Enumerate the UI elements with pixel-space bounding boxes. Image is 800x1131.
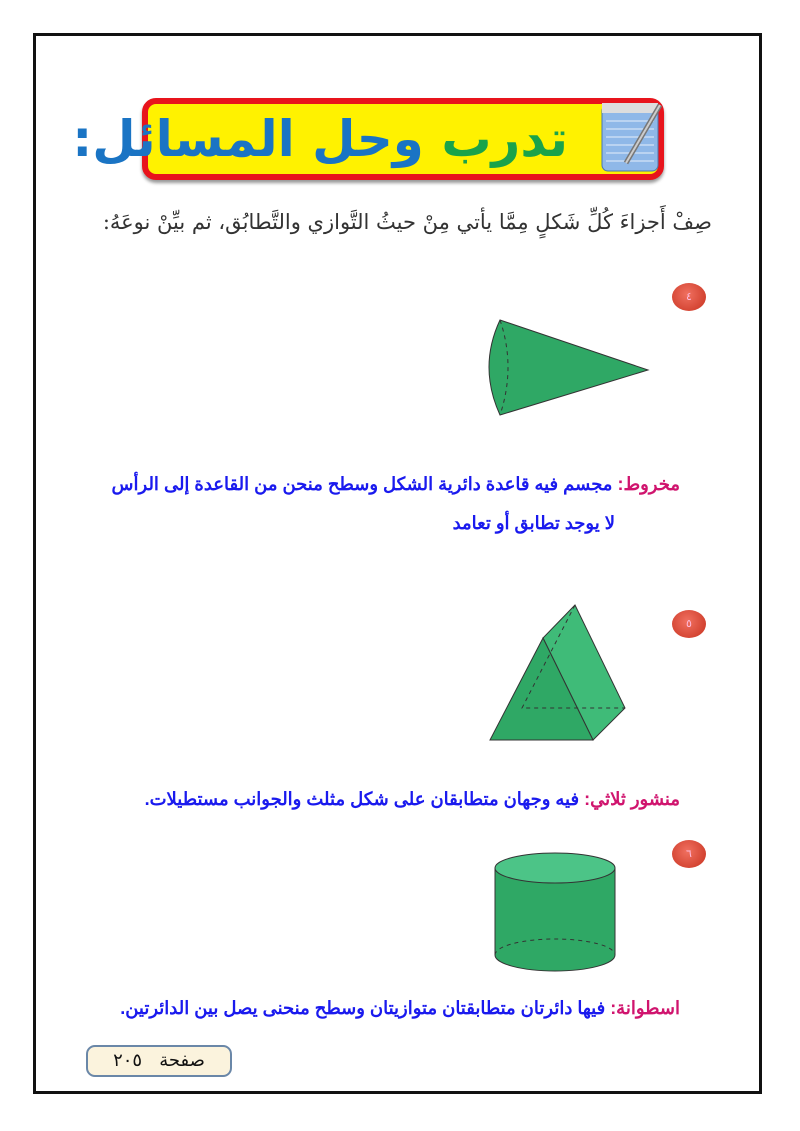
cylinder-figure	[490, 850, 620, 975]
page-border	[33, 33, 762, 1094]
page-number-box: صفحة ٢٠٥	[86, 1045, 232, 1077]
banner-title: تدرب وحل المسائل:	[72, 110, 568, 168]
exercise-number-badge: ٦	[672, 840, 706, 868]
triangular-prism-figure	[485, 600, 630, 745]
cone-answer: مخروط: مجسم فيه قاعدة دائرية الشكل وسطح منحن من القاعدة إلى الرأس	[111, 474, 680, 494]
title-banner	[72, 98, 664, 180]
exercise-prompt: صِفْ أَجزاءَ كُلِّ شَكلٍ مِمَّا يأتي مِنْ حيثُ التَّوازي والتَّطابُق، ثم بيِّنْ نوعَهُ:	[102, 210, 712, 234]
prism-answer: منشور ثلاثي: فيه وجهان متطابقان على شكل مثلث والجوانب مستطيلات.	[144, 789, 680, 809]
cone-answer-line2: لا يوجد تطابق أو تعامد	[452, 513, 615, 533]
cylinder-answer: اسطوانة: فيها دائرتان متطابقتان متوازيتان وسطح منحنى يصل بين الدائرتين.	[120, 998, 680, 1018]
exercise-number-badge: ٤	[672, 283, 706, 311]
notepad-pencil-icon	[596, 97, 666, 177]
exercise-number-badge: ٥	[672, 610, 706, 638]
cone-figure	[470, 315, 655, 420]
